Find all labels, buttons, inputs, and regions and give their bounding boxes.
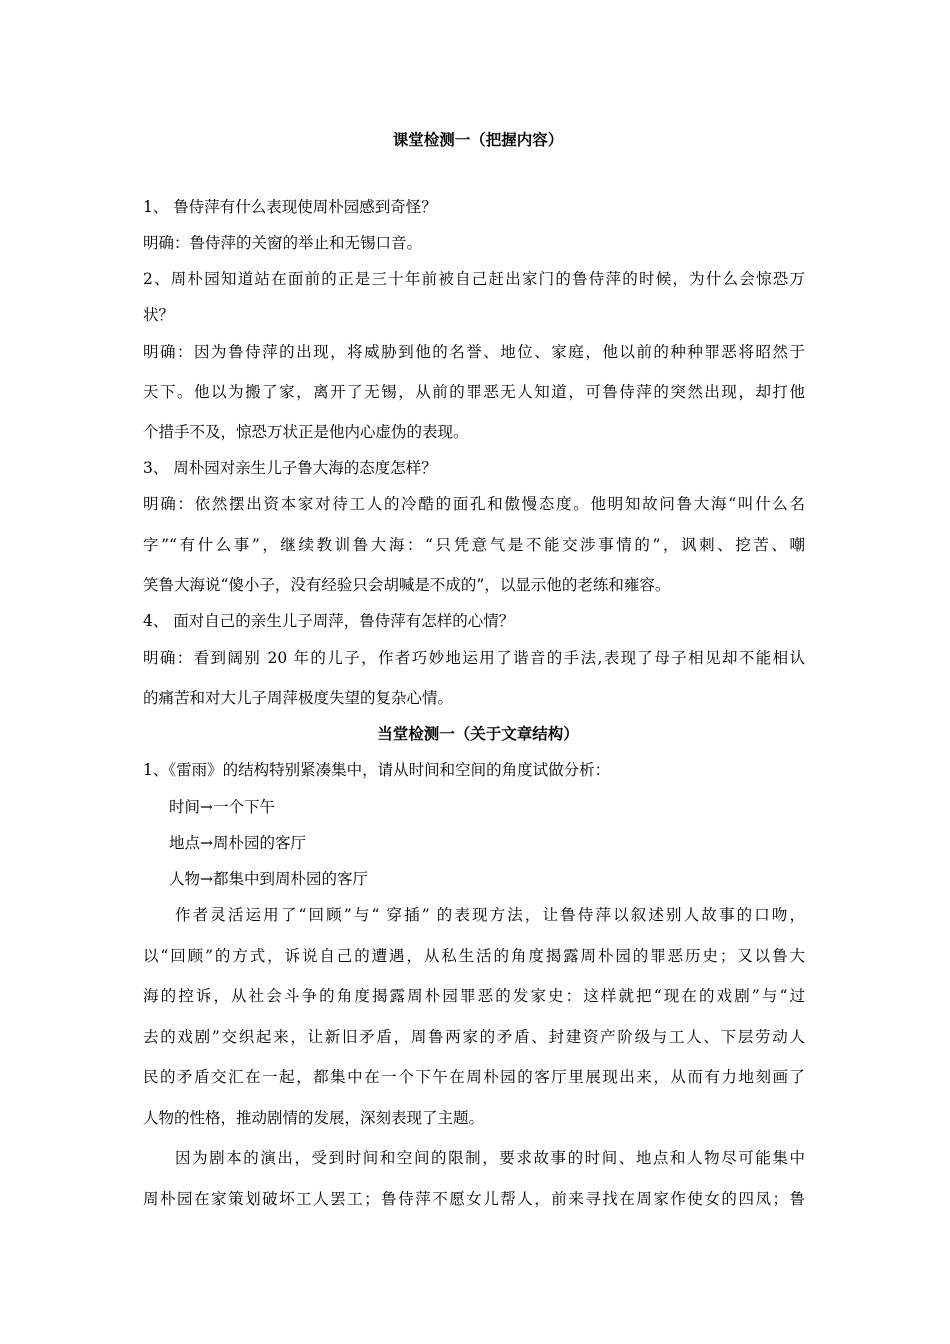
- answer-1: 明确：鲁侍萍的关窗的举止和无锡口音。: [143, 234, 423, 252]
- answer-4-line-1: 明确：看到阔别 20 年的儿子，作者巧妙地运用了谐音的手法,表现了母子相见却不能相认: [143, 649, 805, 667]
- question-3: 3、 周朴园对亲生儿子鲁大海的态度怎样？: [143, 459, 437, 477]
- reason-paragraph-line-2: 周朴园在家策划破坏工人罢工；鲁侍萍不愿女儿帮人，前来寻找在周家作使女的四凤；鲁: [143, 1190, 805, 1208]
- section-title-class-test: 课堂检测一（把握内容）: [392, 131, 564, 149]
- analysis-paragraph-line-4: 去的戏剧”交织起来，让新旧矛盾，周鲁两家的矛盾、封建资产阶级与工人、下层劳动人: [143, 1028, 805, 1046]
- answer-3-line-1: 明确：依然摆出资本家对待工人的冷酷的面孔和傲慢态度。他明知故问鲁大海“叫什么名: [143, 495, 805, 513]
- question-4: 4、 面对自己的亲生儿子周萍，鲁侍萍有怎样的心情？: [143, 612, 515, 630]
- question-1: 1、 鲁侍萍有什么表现使周朴园感到奇怪？: [143, 198, 437, 216]
- structure-item-characters: 人物→都集中到周朴园的客厅: [169, 870, 368, 888]
- analysis-paragraph-line-6: 人物的性格，推动剧情的发展，深刻表现了主题。: [143, 1109, 485, 1127]
- question-2-line-1: 2、周朴园知道站在面前的正是三十年前被自己赶出家门的鲁侍萍的时候，为什么会惊恐万: [143, 270, 805, 288]
- section-title-structure-test: 当堂检测一（关于文章结构）: [377, 725, 579, 743]
- answer-3-line-3: 笑鲁大海说“傻小子，没有经验只会胡喊是不成的”，以显示他的老练和雍容。: [143, 576, 671, 594]
- analysis-paragraph-line-2: 以“回顾”的方式，诉说自己的遭遇，从私生活的角度揭露周朴园的罪恶历史；又以鲁大: [143, 947, 805, 965]
- answer-2-line-2: 天下。他以为搬了家，离开了无锡，从前的罪恶无人知道，可鲁侍萍的突然出现，却打他: [143, 383, 805, 401]
- structure-item-time: 时间→一个下午: [169, 798, 275, 816]
- structure-question: 1、《雷雨》的结构特别紧凑集中，请从时间和空间的角度试做分析：: [143, 761, 611, 779]
- answer-2-line-1: 明确：因为鲁侍萍的出现，将威胁到他的名誉、地位、家庭，他以前的种种罪恶将昭然于: [143, 343, 805, 361]
- structure-item-place: 地点→周朴园的客厅: [169, 834, 306, 852]
- analysis-paragraph-line-1: 作者灵活运用了“回顾”与“ 穿插” 的表现方法，让鲁侍萍以叙述别人故事的口吻，: [175, 906, 805, 924]
- question-2-line-2: 状？: [143, 306, 175, 324]
- answer-3-line-2: 字”“有什么事”，继续教训鲁大海：“只凭意气是不能交涉事情的”，讽刺、挖苦、嘲: [143, 536, 805, 554]
- answer-2-line-3: 个措手不及，惊恐万状正是他内心虚伪的表现。: [143, 423, 469, 441]
- answer-4-line-2: 的痛苦和对大儿子周萍极度失望的复杂心情。: [143, 689, 454, 707]
- reason-paragraph-line-1: 因为剧本的演出，受到时间和空间的限制，要求故事的时间、地点和人物尽可能集中: [175, 1149, 805, 1167]
- analysis-paragraph-line-3: 海的控诉，从社会斗争的角度揭露周朴园罪恶的发家史：这样就把“现在的戏剧”与“过: [143, 987, 805, 1005]
- analysis-paragraph-line-5: 民的矛盾交汇在一起，都集中在一个下午在周朴园的客厅里展现出来，从而有力地刻画了: [143, 1068, 805, 1086]
